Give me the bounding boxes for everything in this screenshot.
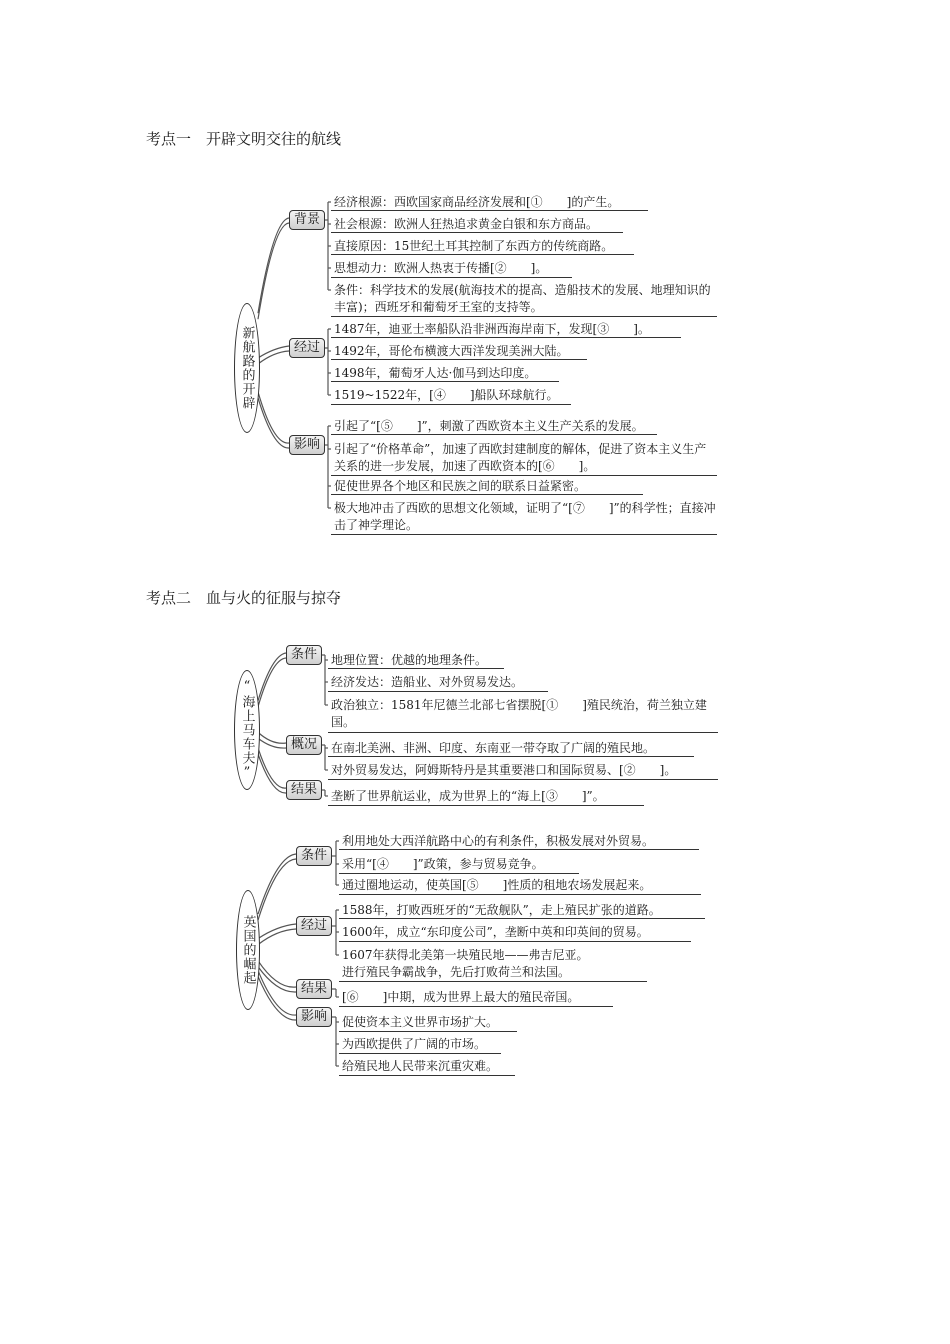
branch-label: 影响 (289, 435, 325, 455)
leaf-item: 利用地处大西洋航路中心的有利条件，积极发展对外贸易。 (339, 833, 699, 850)
leaf-item: 对外贸易发达，阿姆斯特丹是其重要港口和国际贸易、[② ]。 (328, 762, 718, 780)
branch-label: 条件 (296, 846, 332, 866)
leaf-item: 采用“[④ ]”政策，参与贸易竞争。 (339, 856, 579, 874)
leaf-item: 1519~1522年，[④ ]船队环球航行。 (331, 387, 571, 405)
leaf-item: 1498年，葡萄牙人达·伽马到达印度。 (331, 365, 559, 382)
branch-label: 经过 (289, 338, 325, 358)
leaf-item: 引起了“价格革命”，加速了西欧封建制度的解体，促进了资本主义生产关系的进一步发展，加速了西欧资本的[⑥ ]。 (331, 441, 717, 476)
connector-root-branch (258, 218, 289, 313)
leaf-item: [⑥ ]中期，成为世界上最大的殖民帝国。 (339, 989, 613, 1007)
leaf-item: 引起了“[⑤ ]”，刺激了西欧资本主义生产关系的发展。 (331, 418, 657, 435)
branch-label: 条件 (286, 645, 322, 665)
branch-label: 结果 (286, 780, 322, 800)
section-heading-1: 考点一 开辟文明交往的航线 (146, 130, 342, 148)
branch-label: 结果 (296, 979, 332, 999)
leaf-item: 1487年，迪亚士率船队沿非洲西海岸南下，发现[③ ]。 (331, 321, 681, 338)
connector-root-branch (258, 351, 289, 364)
connector-root-branch (258, 748, 286, 788)
leaf-item: 促使资本主义世界市场扩大。 (339, 1014, 517, 1032)
connector-root-branch (258, 929, 296, 945)
branch-label: 背景 (289, 210, 325, 230)
leaf-item: 思想动力：欧洲人热衷于传播[② ]。 (331, 260, 572, 278)
leaf-item: 经济发达：造船业、对外贸易发达。 (328, 674, 548, 692)
leaf-item: 1607年获得北美第一块殖民地——弗吉尼亚。 进行殖民争霸战争，先后打败荷兰和法国。 (339, 947, 647, 982)
leaf-item: 极大地冲击了西欧的思想文化领域，证明了“[⑦ ]”的科学性；直接冲击了神学理论。 (331, 500, 717, 535)
leaf-item: 在南北美洲、非洲、印度、东南亚一带夺取了广阔的殖民地。 (328, 740, 694, 757)
leaf-item: 为西欧提供了广阔的市场。 (339, 1036, 501, 1054)
leaf-item: 促使世界各个地区和民族之间的联系日益紧密。 (331, 478, 643, 495)
leaf-item: 地理位置：优越的地理条件。 (328, 652, 504, 669)
connector-root-branch (258, 970, 296, 1015)
leaf-item: 政治独立：1581年尼德兰北部七省摆脱[① ]殖民统治，荷兰独立建国。 (328, 697, 718, 733)
leaf-item: 1600年，成立“东印度公司”，垄断中英和印英间的贸易。 (339, 924, 691, 942)
mindmap-root-3: 英国的崛起 (236, 890, 260, 1010)
mindmap-root-2: “海上马车夫” (234, 670, 260, 790)
leaf-item: 垄断了世界航运业，成为世界上的“海上[③ ]”。 (328, 788, 644, 806)
leaf-item: 社会根源：欧洲人狂热追求黄金白银和东方商品。 (331, 216, 623, 233)
connector-root-branch (258, 223, 289, 319)
branch-label: 概况 (286, 735, 322, 755)
leaf-item: 经济根源：西欧国家商品经济发展和[① ]的产生。 (331, 194, 648, 211)
leaf-item: 1588年，打败西班牙的“无敌舰队”，走上殖民扩张的道路。 (339, 902, 705, 919)
branch-label: 经过 (296, 916, 332, 936)
connector-root-branch (258, 859, 296, 920)
leaf-item: 给殖民地人民带来沉重灾难。 (339, 1058, 515, 1076)
branch-label: 影响 (296, 1007, 332, 1027)
leaf-item: 直接原因：15世纪土耳其控制了东西方的传统商路。 (331, 238, 634, 255)
leaf-item: 条件：科学技术的发展(航海技术的提高、造船技术的发展、地理知识的丰富)；西班牙和葡萄牙王室的支持等。 (331, 282, 717, 317)
section-heading-2: 考点二 血与火的征服与掠夺 (146, 589, 342, 607)
mindmap-root-1: 新航路的开辟 (234, 303, 260, 433)
leaf-item: 1492年，哥伦布横渡大西洋发现美洲大陆。 (331, 343, 587, 360)
connector-root-branch (258, 924, 296, 939)
leaf-item: 通过圈地运动，使英国[⑤ ]性质的租地农场发展起来。 (339, 877, 701, 895)
